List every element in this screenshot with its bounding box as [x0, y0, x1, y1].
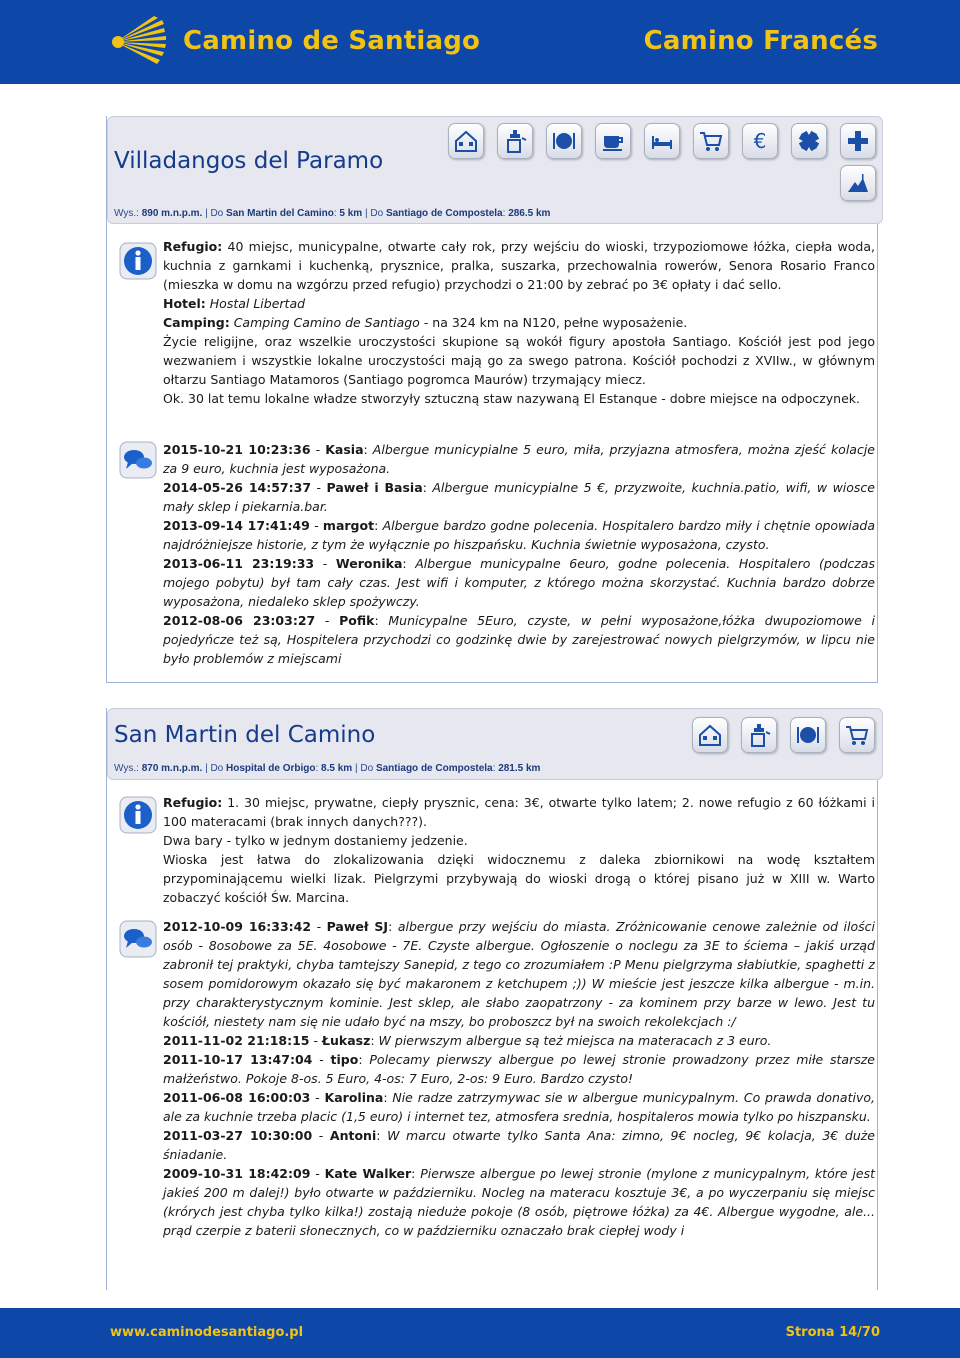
town-name: San Martin del Camino	[114, 722, 376, 748]
restaurant-icon[interactable]	[790, 717, 826, 753]
town-name: Villadangos del Paramo	[114, 148, 384, 174]
comments-list	[163, 917, 875, 1240]
comment: 2011-03-27 10:30:00 - Antoni: W marcu otwarte tylko Santa Ana: zimno, 9€ nocleg, 9€ kolacja, 3€ duże śniadanie.	[163, 1128, 875, 1162]
comment: 2011-10-17 13:47:04 - tipo: Polecamy pierwszy albergue po lewej stronie prowadzony przez miłe starsze małżeństwo. Pokoje 8-os. 5 Euro, 4-os: 7 Euro, 2-os: 9 Euro. Bardzo czysto!	[163, 1052, 875, 1086]
town-header	[107, 116, 883, 224]
comments-icon	[119, 920, 157, 958]
page-number: Strona 14/70	[785, 1325, 880, 1340]
comment: 2012-10-09 16:33:42 - Paweł SJ: albergue przy wejściu do miasta. Zróżnicowanie cenowe zależnie od ilości osób - 8osobowe za 5E. 4osobowe - 7E. Czyste albergue. Ogłoszenie o noclegu za 3E to ściema – jakiś urząd zabronił tej praktyki, chyba tamtejszy Sanepid, z tego co zrozumiałem :P Menu pielgrzyma słabiutkie, spaghetti z sosem pomidorowym okazało się być makaronem z ketchupem ;)) W mieście jest jeszcze kilka albergue - m.in. przy charakterystycznym kominie. Jest sklep, ale słabo zaopatrzony - za kominem przy barze w lewo. Jest tu kościół, niestety nam się nie udało być na mszy, bo proboszcz był na swoich rekolekcjach :/	[163, 919, 875, 1029]
shopping-cart-icon[interactable]	[693, 123, 729, 159]
medical-icon[interactable]	[791, 123, 827, 159]
header-left-title: Camino de Santiago	[183, 26, 481, 56]
cafe-icon[interactable]	[595, 123, 631, 159]
camping-icon[interactable]	[840, 165, 876, 201]
house-icon[interactable]	[448, 123, 484, 159]
town-meta: Wys.: 890 m.n.p.m. | Do San Martin del Camino: 5 km | Do Santiago de Compostela: 286.5 km	[114, 208, 551, 219]
pharmacy-cross-icon[interactable]	[840, 123, 876, 159]
comment: 2009-10-31 18:42:09 - Kate Walker: Pierwsze albergue po lewej stronie (mylone z municypalnym, które jest jakieś 200 m dalej!) było otwarte w październiku. Nocleg na materacu kosztuje 3€, a po wyczerpaniu się miejsc (krórych jest chyba tylko kilka!) zostają nieduże pokoje (8 osób, piętrowe łóżka) za 4€. Albergue wygodne, ale... prąd czerpie z baterii słonecznych, co w październiku oznaczało brak ciepłej wody i	[163, 1166, 875, 1238]
comments-icon	[119, 441, 157, 479]
comment: 2015-10-21 10:23:36 - Kasia: Albergue municypialne 5 euro, miła, przyjazna atmosfera, można zjeść kolacje za 9 euro, kuchnia jest wyposażona.	[163, 442, 875, 476]
info-icon	[119, 242, 157, 280]
header-right-title: Camino Francés	[643, 26, 878, 56]
svg-text:€: €	[753, 129, 767, 153]
town-section-villadangos	[106, 116, 878, 683]
town-header	[107, 708, 883, 780]
comment: 2011-06-08 16:00:03 - Karolina: Nie radze zatrzymywac sie w albergue municypalnym. Co prawda donativo, ale za kuchnie trzeba placic (1,5 euro) i internet tez, atmosfera srednia, hospitaleros mowia tylko po hiszpansku.	[163, 1090, 875, 1124]
town-info: Refugio: 40 miejsc, municypalne, otwarte cały rok, przy wejściu do wioski, trzypoziomowe łóżka, ciepła woda, kuchnia z garnkami i kuchenką, prysznice, pralka, suszarka, przechowalnia rowerów, Senora Rosario Franco (mieszka w domu na wzgórzu przed refugio) przychodzi o 21:00 by zebrać po 3€ opłaty i dać sello. Hotel: Hostal Libertad Camping: Camping Camino de Santiago - na 324 km na N120, pełne wyposażenie. Życie religijne, oraz wszelkie uroczystości skupione są wokół figury apostoła Santiago. Kościół jest pod jego wezwaniem i wszystkie lokalne uroczystości mają go za swego patrona. Kościół pochodzi z XVIIw., w głównym ołtarzu Santiago Matamoros (Santiago pogromca Maurów) trzymający miecz. Ok. 30 lat temu lokalne władze stworzyły sztuczną staw nazywaną El Estanque - dobre miejsce na odpoczynek.	[163, 239, 875, 406]
bed-icon[interactable]	[644, 123, 680, 159]
euro-icon[interactable]	[742, 123, 778, 159]
footer-website-link[interactable]: www.caminodesantiago.pl	[110, 1325, 304, 1340]
comment: 2011-11-02 21:18:15 - Łukasz: W pierwszym albergue są też miejsca na materacach z 3 euro.	[163, 1033, 772, 1048]
comment: 2014-05-26 14:57:37 - Paweł i Basia: Albergue municypialne 5 €, przyzwoite, kuchnia.patio, wifi, w wiosce mały sklep i piekarnia.bar.	[163, 480, 875, 514]
shopping-cart-icon[interactable]	[839, 717, 875, 753]
scallop-shell-icon	[110, 16, 168, 68]
water-tap-icon[interactable]	[497, 123, 533, 159]
water-tap-icon[interactable]	[741, 717, 777, 753]
comment: 2013-06-11 23:19:33 - Weronika: Albergue municypalne 6euro, godne polecenia. Hospitalero (podczas mojego pobytu) był tam cały czas. Jest wifi i komputer, z którego można skorzystać. Kuchnia bardzo dobrze wyposażona, niedaleko sklep spożywczy.	[163, 556, 875, 609]
page-footer	[0, 1308, 960, 1358]
page-header	[0, 0, 960, 84]
info-icon	[119, 796, 157, 834]
comment: 2012-08-06 23:03:27 - Pofik: Municypalne 5Euro, czyste, w pełni wyposażone,łóżka dwupoziomowe i pojedyńcze też są, Hospitelera przychodzi co godzinkę dwie by zarejestrować nowych pielgrzymów, w lipcu nie było problemów z miejscami	[163, 613, 875, 666]
town-section-san-martin	[106, 708, 878, 1290]
town-info: Refugio: 1. 30 miejsc, prywatne, ciepły prysznic, cena: 3€, otwarte tylko latem; 2. nowe refugio z 60 łóżkami i 100 materacami (brak innych danych???). Dwa bary - tylko w jednym dostaniemy jedzenie. Wioska jest łatwa do zlokalizowania dzięki widocznemu z daleka zbiornikowi na wodę kształtem przypominającemu wielki lizak. Pielgrzymi przybywają do wioski drogą o której pisano już w XIII w. Warto zobaczyć kościół Św. Marcina.	[163, 795, 875, 905]
comments-list	[163, 440, 875, 668]
house-icon[interactable]	[692, 717, 728, 753]
comment: 2013-09-14 17:41:49 - margot: Albergue bardzo godne polecenia. Hospitalero bardzo miły i chętnie opowiada najdróżniejsze historie, z tym że wyłącznie po hiszpańsku. Kuchnia świetnie wyposażona, czysto.	[163, 518, 876, 552]
town-meta: Wys.: 870 m.n.p.m. | Do Hospital de Orbigo: 8.5 km | Do Santiago de Compostela: 281.5 km	[114, 763, 541, 774]
restaurant-icon[interactable]	[546, 123, 582, 159]
